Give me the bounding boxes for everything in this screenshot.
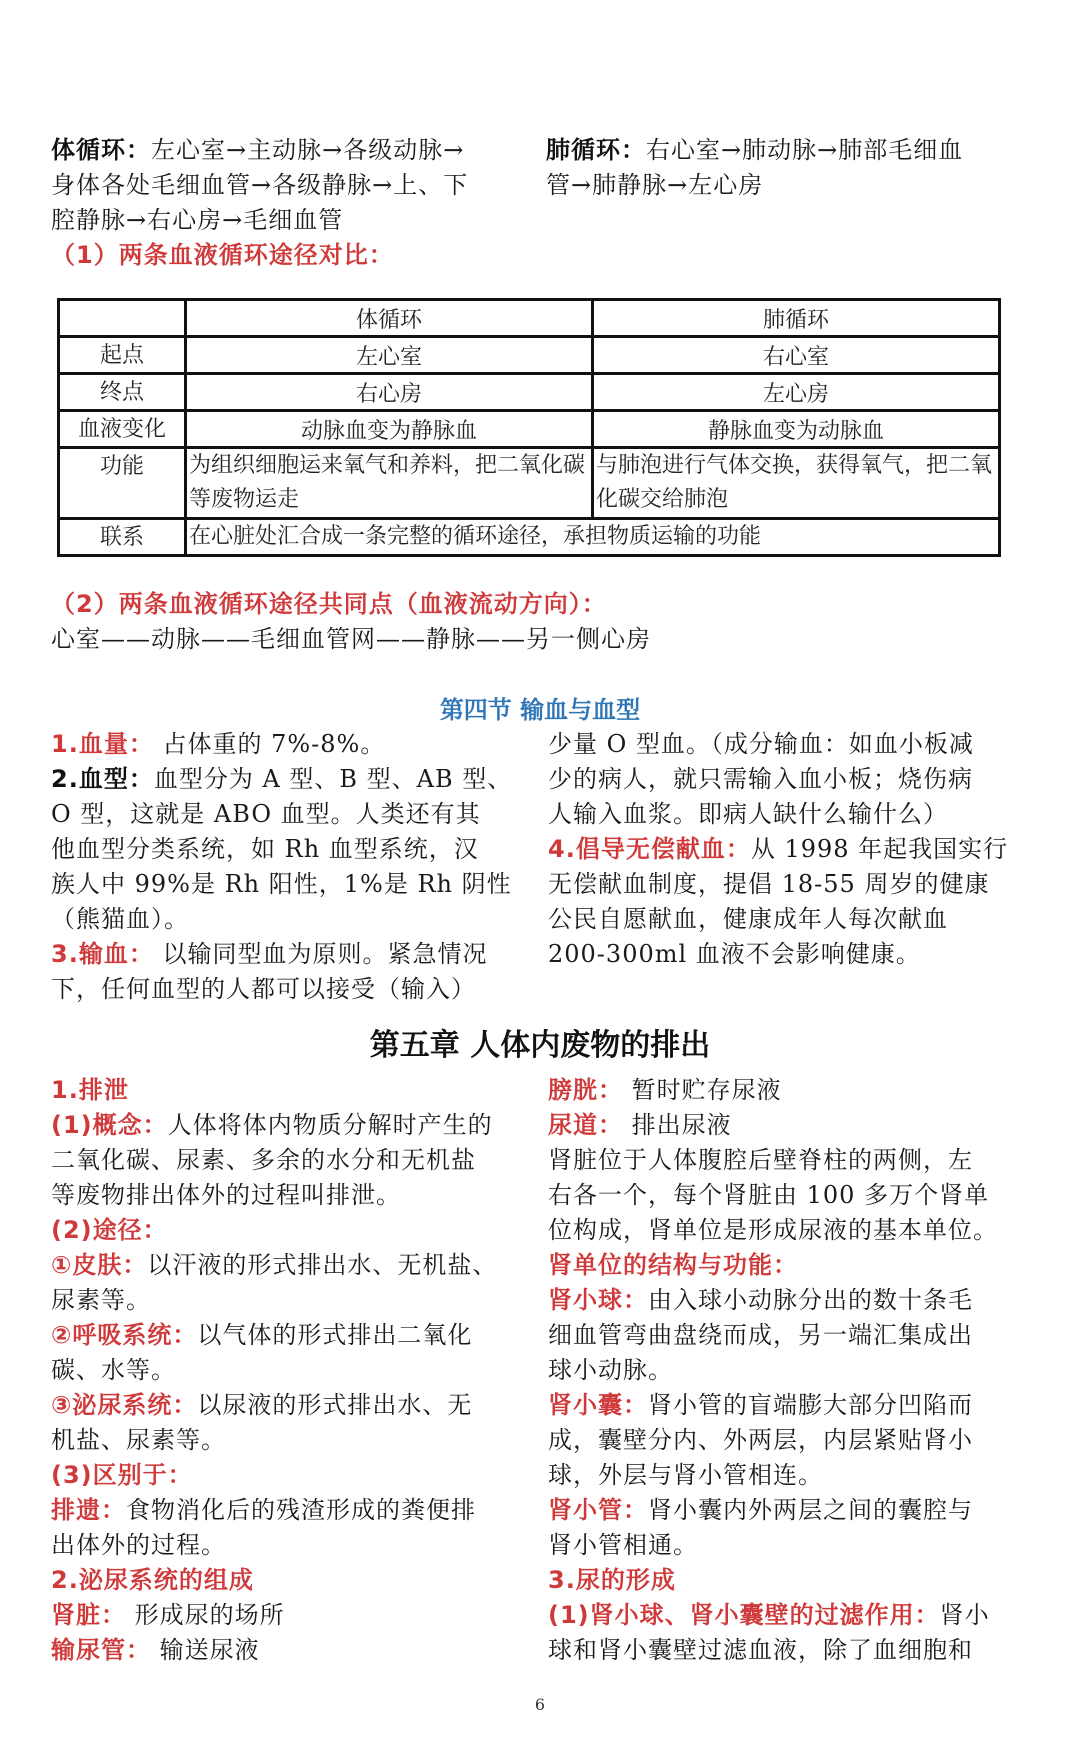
pulmonary-circulation (546, 133, 1046, 203)
item-text: 肾脏位于人体腹腔后壁脊柱的两侧，左 (548, 1146, 973, 1174)
pulmonary-cell: 与肺泡进行气体交换，获得氧气，把二氧化碳交给肺泡 (593, 448, 1000, 519)
item-text: 排出尿液 (623, 1111, 732, 1139)
item-text: 等废物排出体外的过程叫排泄。 (51, 1181, 401, 1209)
item-text: 以汗液的形式排出水、无机盐、 (147, 1251, 498, 1279)
item-text: 以输同型血为原则。紧急情况 (153, 940, 488, 968)
circulation-comparison-table (57, 298, 1001, 557)
item-label: ①皮肤： (51, 1251, 148, 1279)
item-text: 二氧化碳、尿素、多余的水分和无机盐 (51, 1146, 476, 1174)
table-row (59, 411, 1000, 448)
item-label: 4.倡导无偿献血： (548, 835, 751, 863)
systemic-cell: 动脉血变为静脉血 (186, 411, 593, 448)
item-text: 无偿献血制度，提倡 18-55 周岁的健康 (548, 870, 990, 898)
systemic-line: 身体各处毛细血管→各级静脉→上、下 (51, 171, 469, 199)
pulmonary-cell: 静脉血变为动脉血 (593, 411, 1000, 448)
item-text: 尿素等。 (51, 1286, 151, 1314)
section4-left (51, 727, 551, 1007)
table-header-cell: 体循环 (186, 300, 593, 337)
item-text: 人体将体内物质分解时产生的 (167, 1111, 493, 1139)
row-label: 功能 (59, 448, 186, 519)
item-text: 右各一个，每个肾脏由 100 多万个肾单 (548, 1181, 990, 1209)
item-text: 血型分为 A 型、B 型、AB 型、 (153, 765, 513, 793)
item-text: 位构成，肾单位是形成尿液的基本单位。 (548, 1216, 998, 1244)
item-text: 以气体的形式排出二氧化 (197, 1321, 473, 1349)
item-label: 1.排泄 (51, 1076, 129, 1104)
item-label: 肾小囊： (548, 1391, 648, 1419)
item-text: 机盐、尿素等。 (51, 1426, 226, 1454)
item-text: 球，外层与肾小管相连。 (548, 1461, 823, 1489)
item-text: 下，任何血型的人都可以接受（输入） (51, 975, 476, 1003)
pulmonary-label: 肺循环： (546, 136, 646, 164)
pulmonary-cell: 左心房 (593, 374, 1000, 411)
item-text: 以尿液的形式排出水、无 (197, 1391, 473, 1419)
row-label: 终点 (59, 374, 186, 411)
item-text: 成，囊壁分内、外两层，内层紧贴肾小 (548, 1426, 973, 1454)
systemic-label: 体循环： (51, 136, 151, 164)
section4-title: 第四节 输血与血型 (439, 696, 641, 724)
item-label: 3.尿的形成 (548, 1566, 676, 1594)
item-text: 少的病人，就只需输入血小板；烧伤病 (548, 765, 973, 793)
table-header-cell (59, 300, 186, 337)
item-label: ②呼吸系统： (51, 1321, 198, 1349)
item-text: 出体外的过程。 (51, 1531, 226, 1559)
table-header-cell: 肺循环 (593, 300, 1000, 337)
item-text: 肾小囊内外两层之间的囊腔与 (648, 1496, 973, 1524)
table-header-row (59, 300, 1000, 337)
systemic-line: 左心室→主动脉→各级动脉→ (151, 136, 465, 164)
item-label: 肾单位的结构与功能： (548, 1251, 798, 1279)
item-label: 3.输血： (51, 940, 154, 968)
item-label: (2)途径： (51, 1216, 168, 1244)
table-row (59, 374, 1000, 411)
table-row (59, 519, 1000, 556)
systemic-cell: 左心室 (186, 337, 593, 374)
item-text: 人输入血浆。即病人缺什么输什么） (548, 800, 948, 828)
systemic-line: 腔静脉→右心房→毛细血管 (51, 206, 344, 234)
item-text: 球小动脉。 (548, 1356, 673, 1384)
item-text: 输送尿液 (151, 1636, 260, 1664)
item-text: 肾小管相通。 (548, 1531, 698, 1559)
item-text: 少量 O 型血。（成分输血：如血小板减 (548, 730, 974, 758)
common-points (51, 587, 1051, 657)
item-label: 肾脏： (51, 1601, 126, 1629)
item-label: 肾小球： (548, 1286, 648, 1314)
item-text: 肾小 (939, 1601, 990, 1629)
item-text: O 型，这就是 ABO 血型。人类还有其 (51, 800, 481, 828)
item-text: （熊猫血）。 (51, 905, 189, 933)
item-text: 公民自愿献血，健康成年人每次献血 (548, 905, 948, 933)
item-label: 排遗： (51, 1496, 126, 1524)
common-heading: （2）两条血液循环途径共同点（血液流动方向）： (51, 590, 607, 618)
item-text: 形成尿的场所 (126, 1601, 285, 1629)
item-text: 占体重的 7%-8%。 (153, 730, 386, 758)
chapter5-left (51, 1073, 551, 1668)
row-label: 联系 (59, 519, 186, 556)
item-label: (1)肾小球、肾小囊壁的过滤作用： (548, 1601, 940, 1629)
item-label: 膀胱： (548, 1076, 623, 1104)
chapter5-right (548, 1073, 1058, 1668)
item-label: (3)区别于： (51, 1461, 193, 1489)
systemic-circulation (51, 133, 551, 273)
chapter5-title: 第五章 人体内废物的排出 (369, 1028, 711, 1063)
table-row (59, 448, 1000, 519)
item-label: 尿道： (548, 1111, 623, 1139)
pulmonary-line: 右心室→肺动脉→肺部毛细血 (646, 136, 964, 164)
item-text: 肾小管的盲端膨大部分凹陷而 (648, 1391, 973, 1419)
row-label: 起点 (59, 337, 186, 374)
item-text: 由入球小动脉分出的数十条毛 (648, 1286, 973, 1314)
page-number: 6 (534, 1695, 546, 1714)
item-text: 细血管弯曲盘绕而成，另一端汇集成出 (548, 1321, 973, 1349)
section4-right (548, 727, 1048, 972)
item-label: 肾小管： (548, 1496, 648, 1524)
item-label: 1.血量： (51, 730, 154, 758)
item-label: 输尿管： (51, 1636, 151, 1664)
item-text: 球和肾小囊壁过滤血液，除了血细胞和 (548, 1636, 973, 1664)
compare-heading: （1）两条血液循环途径对比： (51, 241, 394, 269)
item-label: 2.血型： (51, 765, 154, 793)
item-text: 从 1998 年起我国实行 (750, 835, 1009, 863)
item-text: 食物消化后的残渣形成的粪便排 (126, 1496, 476, 1524)
systemic-cell: 为组织细胞运来氧气和养料，把二氧化碳等废物运走 (186, 448, 593, 519)
item-label: 2.泌尿系统的组成 (51, 1566, 254, 1594)
row-label: 血液变化 (59, 411, 186, 448)
pulmonary-line: 管→肺静脉→左心房 (546, 171, 764, 199)
item-label: ③泌尿系统： (51, 1391, 198, 1419)
link-cell: 在心脏处汇合成一条完整的循环途径，承担物质运输的功能 (186, 519, 1000, 556)
item-label: (1)概念： (51, 1111, 168, 1139)
item-text: 200-300ml 血液不会影响健康。 (548, 940, 921, 968)
table-row (59, 337, 1000, 374)
systemic-cell: 右心房 (186, 374, 593, 411)
item-text: 他血型分类系统，如 Rh 血型系统，汉 (51, 835, 479, 863)
item-text: 族人中 99%是 Rh 阳性，1%是 Rh 阴性 (51, 870, 512, 898)
item-text: 碳、水等。 (51, 1356, 176, 1384)
item-text: 暂时贮存尿液 (623, 1076, 782, 1104)
common-text: 心室——动脉——毛细血管网——静脉——另一侧心房 (51, 625, 651, 653)
pulmonary-cell: 右心室 (593, 337, 1000, 374)
